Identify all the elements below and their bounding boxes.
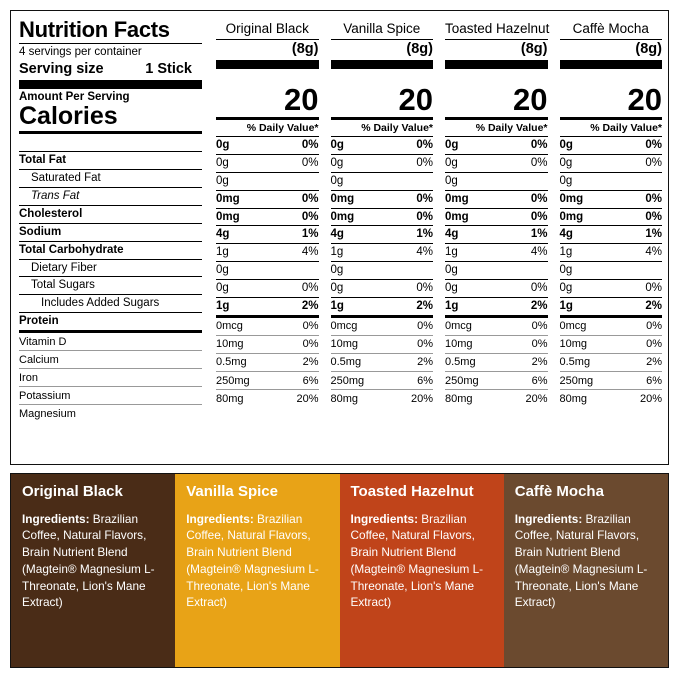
nutrient-value-row <box>216 173 319 190</box>
nutrition-facts-left-column <box>11 11 210 464</box>
nutrient-daily-value: 0% <box>645 139 662 151</box>
nutrient-daily-value: 0% <box>530 192 548 205</box>
nutrient-label: Sodium <box>19 225 62 238</box>
vitamin-value-row <box>560 354 663 371</box>
vitamin-value-row <box>445 354 548 371</box>
nutrient-value-row <box>216 137 319 154</box>
nutrient-label: Dietary Fiber <box>31 261 97 274</box>
nutrient-amount: 0mg <box>330 210 355 223</box>
nutrient-amount: 0g <box>330 174 344 187</box>
nutrient-amount: 1g <box>216 299 230 312</box>
nutrient-daily-value: 1% <box>416 228 433 241</box>
nutrition-facts-title: Nutrition Facts <box>19 17 170 42</box>
nutrient-label-row <box>19 170 202 187</box>
vitamin-amount: 10mg <box>216 338 244 351</box>
nutrient-value-row <box>560 244 663 261</box>
nutrient-value-row <box>216 280 319 297</box>
ingredient-card-title: Original Black <box>22 483 123 500</box>
nutrient-daily-value: 0% <box>416 192 433 205</box>
nutrient-label-row <box>19 188 202 205</box>
nutrient-amount: 0g <box>216 174 229 187</box>
vitamin-value-row <box>216 372 319 389</box>
ingredient-card-body <box>22 511 164 612</box>
vitamin-value-row <box>216 336 319 353</box>
vitamin-amount: 10mg <box>559 338 588 351</box>
amount-per-serving-label: Amount Per Serving <box>19 91 130 104</box>
vitamin-label: Iron <box>19 371 38 384</box>
nutrient-amount: 0g <box>330 139 344 151</box>
nutrient-amount: 0g <box>216 264 229 277</box>
vitamin-value-row <box>560 318 663 335</box>
flavor-column-header: Vanilla Spice <box>343 21 421 36</box>
calories-value: 20 <box>284 82 319 117</box>
vitamin-value-row <box>331 390 434 407</box>
ingredients-text: Brazilian Coffee, Natural Flavors, Brain Nutrient Blend (Magtein® Magnesium L-Threonate, Lion's Mane Extract) <box>186 511 319 610</box>
ingredient-card <box>504 474 668 667</box>
nutrient-amount: 0mg <box>216 192 240 205</box>
nutrient-value-row <box>560 209 663 226</box>
vitamin-label: Magnesium <box>19 407 76 420</box>
flavor-column-header: Caffè Mocha <box>572 21 649 36</box>
vitamin-daily-value: 0% <box>302 338 319 351</box>
vitamin-value-row <box>445 372 548 389</box>
daily-value-header: % Daily Value* <box>590 122 662 134</box>
nutrient-value-row <box>445 209 548 226</box>
vitamin-label: Potassium <box>19 389 71 402</box>
serving-size-value: 1 Stick <box>145 61 192 78</box>
vitamin-value-row <box>216 354 319 371</box>
calories-label: Calories <box>19 102 118 131</box>
nutrient-amount: 0g <box>216 139 230 151</box>
nutrient-amount: 0g <box>330 156 344 169</box>
ingredients-label: Ingredients: <box>350 511 422 526</box>
vitamin-daily-value: 6% <box>531 374 548 387</box>
nutrient-value-row <box>445 155 548 172</box>
vitamin-amount: 250mg <box>216 374 250 387</box>
nutrient-daily-value: 4% <box>416 246 433 259</box>
nutrient-amount: 1g <box>330 246 344 259</box>
flavor-columns <box>210 11 668 464</box>
ingredient-card <box>340 474 504 667</box>
nutrient-value-row <box>560 262 663 279</box>
vitamin-amount: 0mcg <box>330 320 358 333</box>
nutrient-amount: 0g <box>216 282 229 294</box>
nutrient-value-row <box>560 137 663 154</box>
ingredients-text: Brazilian Coffee, Natural Flavors, Brain Nutrient Blend (Magtein® Magnesium L-Threonate, Lion's Mane Extract) <box>514 511 648 610</box>
nutrient-amount: 4g <box>216 228 230 241</box>
nutrient-value-row <box>560 226 663 243</box>
nutrient-value-row <box>560 298 663 315</box>
daily-value-header: % Daily Value* <box>475 122 548 134</box>
vitamin-daily-value: 20% <box>525 392 548 405</box>
calories-value: 20 <box>513 82 548 117</box>
nutrient-label-row <box>19 242 202 259</box>
vitamin-daily-value: 2% <box>646 356 662 369</box>
nutrient-amount: 0g <box>559 174 573 187</box>
vitamin-amount: 0.5mg <box>216 356 247 369</box>
nutrient-value-row <box>216 191 319 208</box>
nutrient-daily-value: 0% <box>416 156 433 169</box>
nutrient-daily-value: 0% <box>645 282 662 294</box>
flavor-column <box>325 11 440 464</box>
nutrient-amount: 0g <box>559 264 573 277</box>
nutrient-value-row <box>560 173 663 190</box>
nutrient-amount: 0mg <box>330 192 355 205</box>
nutrient-amount: 0g <box>559 282 573 294</box>
nutrition-facts-panel <box>10 10 669 465</box>
nutrient-daily-value: 0% <box>301 282 319 294</box>
nutrient-daily-value: 1% <box>301 228 319 241</box>
nutrient-amount: 0g <box>330 282 344 294</box>
nutrient-daily-value: 4% <box>645 246 662 259</box>
nutrient-amount: 0g <box>445 139 459 151</box>
vitamin-value-row <box>331 336 434 353</box>
daily-value-header: % Daily Value* <box>361 122 433 134</box>
nutrient-value-row <box>445 173 548 190</box>
nutrient-daily-value: 0% <box>645 210 662 223</box>
nutrient-value-row <box>445 280 548 297</box>
nutrient-value-row <box>216 244 319 261</box>
nutrient-amount: 1g <box>559 299 573 312</box>
vitamin-amount: 0mcg <box>216 320 243 333</box>
vitamin-daily-value: 2% <box>417 356 433 369</box>
vitamin-amount: 250mg <box>330 374 365 387</box>
nutrient-amount: 0g <box>445 156 458 169</box>
nutrient-label-row <box>19 295 202 312</box>
ingredient-card-body <box>515 511 657 612</box>
vitamin-amount: 10mg <box>330 338 359 351</box>
vitamin-daily-value: 6% <box>302 374 319 387</box>
nutrient-value-row <box>445 298 548 315</box>
nutrient-daily-value: 0% <box>530 156 548 169</box>
nutrient-label: Total Fat <box>19 154 67 167</box>
daily-value-header: % Daily Value* <box>246 122 319 134</box>
vitamin-amount: 0.5mg <box>330 356 362 369</box>
nutrient-amount: 0mg <box>445 210 469 223</box>
nutrient-value-row <box>331 262 434 279</box>
vitamin-amount: 250mg <box>445 374 479 387</box>
serving-size-label: Serving size <box>19 61 104 78</box>
flavor-column-header: Original Black <box>225 21 309 36</box>
nutrient-value-row <box>216 155 319 172</box>
serving-weight: (8g) <box>406 41 433 57</box>
vitamin-daily-value: 0% <box>646 338 662 351</box>
vitamin-amount: 80mg <box>330 392 359 405</box>
nutrient-value-row <box>445 244 548 261</box>
vitamin-daily-value: 0% <box>417 338 433 351</box>
nutrient-value-row <box>331 173 434 190</box>
nutrient-amount: 1g <box>559 246 573 259</box>
serving-weight: (8g) <box>291 41 319 57</box>
vitamin-label-row <box>19 369 202 386</box>
nutrient-amount: 1g <box>445 299 459 312</box>
ingredient-card <box>11 474 175 667</box>
vitamin-daily-value: 6% <box>417 374 433 387</box>
vitamin-daily-value: 6% <box>646 374 662 387</box>
nutrient-amount: 4g <box>445 228 459 241</box>
ingredient-card-body <box>186 511 328 612</box>
ingredients-label: Ingredients: <box>186 511 258 526</box>
vitamin-amount: 10mg <box>445 338 473 351</box>
flavor-column-header: Toasted Hazelnut <box>445 21 550 36</box>
vitamin-value-row <box>331 372 434 389</box>
nutrient-daily-value: 0% <box>530 282 548 294</box>
ingredient-cards <box>10 473 669 668</box>
vitamin-amount: 0.5mg <box>445 356 476 369</box>
nutrient-value-row <box>331 137 434 154</box>
ingredient-card-title: Toasted Hazelnut <box>350 483 474 500</box>
ingredients-label: Ingredients: <box>22 511 93 526</box>
nutrient-label: Total Sugars <box>31 279 95 292</box>
nutrient-daily-value: 0% <box>530 139 548 151</box>
nutrient-label: Saturated Fat <box>31 172 101 185</box>
vitamin-value-row <box>560 336 663 353</box>
vitamin-label: Calcium <box>19 353 59 366</box>
ingredient-card-title: Vanilla Spice <box>186 483 278 500</box>
nutrient-label: Trans Fat <box>31 190 80 203</box>
nutrient-value-row <box>331 191 434 208</box>
vitamin-daily-value: 0% <box>531 320 548 333</box>
nutrient-amount: 1g <box>330 299 344 312</box>
nutrient-value-row <box>331 209 434 226</box>
vitamin-value-row <box>331 354 434 371</box>
nutrient-amount: 0g <box>445 264 458 277</box>
nutrient-value-row <box>445 262 548 279</box>
ingredients-text: Brazilian Coffee, Natural Flavors, Brain Nutrient Blend (Magtein® Magnesium L-Threonate, Lion's Mane Extract) <box>22 511 155 610</box>
nutrient-daily-value: 0% <box>416 282 433 294</box>
servings-per-container: 4 servings per container <box>19 46 142 59</box>
nutrient-value-row <box>560 191 663 208</box>
nutrient-value-row <box>216 262 319 279</box>
nutrient-value-row <box>216 209 319 226</box>
vitamin-daily-value: 0% <box>646 320 662 333</box>
nutrient-amount: 0g <box>445 174 458 187</box>
nutrient-amount: 0g <box>330 264 344 277</box>
nutrient-value-row <box>331 226 434 243</box>
vitamin-label-row <box>19 333 202 350</box>
nutrient-value-row <box>331 244 434 261</box>
nutrient-amount: 1g <box>445 246 458 259</box>
nutrient-value-row <box>445 191 548 208</box>
nutrient-amount: 0mg <box>559 210 584 223</box>
vitamin-amount: 80mg <box>216 392 244 405</box>
nutrient-label-row <box>19 152 202 169</box>
vitamin-label-row <box>19 405 202 422</box>
nutrient-value-row <box>331 280 434 297</box>
nutrient-daily-value: 2% <box>301 299 319 312</box>
nutrient-value-row <box>445 137 548 154</box>
nutrient-value-row <box>331 155 434 172</box>
vitamin-amount: 0mcg <box>445 320 472 333</box>
vitamin-daily-value: 20% <box>410 392 433 405</box>
nutrient-label-list <box>19 152 202 333</box>
nutrient-amount: 0g <box>216 156 229 169</box>
ingredient-card <box>175 474 339 667</box>
nutrient-amount: 0mg <box>216 210 240 223</box>
nutrient-daily-value: 4% <box>301 246 319 259</box>
nutrient-label-row <box>19 224 202 241</box>
nutrient-label: Protein <box>19 315 59 328</box>
vitamin-value-row <box>331 318 434 335</box>
nutrient-value-row <box>216 298 319 315</box>
nutrient-label: Includes Added Sugars <box>41 297 160 310</box>
vitamin-amount: 80mg <box>559 392 588 405</box>
nutrient-daily-value: 1% <box>645 228 662 241</box>
vitamin-amount: 80mg <box>445 392 473 405</box>
nutrient-label-row <box>19 206 202 223</box>
nutrient-amount: 4g <box>330 228 344 241</box>
serving-size-row <box>19 60 202 80</box>
calories-value: 20 <box>398 82 433 117</box>
nutrient-daily-value: 0% <box>416 139 433 151</box>
vitamin-label: Vitamin D <box>19 335 67 348</box>
vitamin-amount: 0.5mg <box>559 356 591 369</box>
vitamin-daily-value: 20% <box>639 392 662 405</box>
flavor-column <box>210 11 325 464</box>
nutrient-amount: 0g <box>445 282 458 294</box>
serving-weight: (8g) <box>520 41 548 57</box>
nutrient-daily-value: 0% <box>301 210 319 223</box>
nutrient-label-row <box>19 260 202 277</box>
vitamin-daily-value: 0% <box>302 320 319 333</box>
flavor-column <box>439 11 554 464</box>
nutrient-label-row <box>19 277 202 294</box>
nutrient-value-row <box>331 298 434 315</box>
vitamin-daily-value: 2% <box>302 356 319 369</box>
nutrient-label-row <box>19 313 202 330</box>
ingredient-card-title: Caffè Mocha <box>514 483 604 500</box>
vitamin-daily-value: 2% <box>531 356 548 369</box>
nutrient-daily-value: 2% <box>416 299 433 312</box>
vitamin-value-row <box>560 372 663 389</box>
nutrient-value-row <box>560 155 663 172</box>
vitamin-label-row <box>19 351 202 368</box>
nutrient-daily-value: 0% <box>301 139 319 151</box>
vitamin-amount: 0mcg <box>559 320 587 333</box>
nutrient-daily-value: 4% <box>530 246 548 259</box>
nutrient-amount: 1g <box>216 246 229 259</box>
nutrient-daily-value: 2% <box>530 299 548 312</box>
vitamin-daily-value: 20% <box>296 392 319 405</box>
ingredients-text: Brazilian Coffee, Natural Flavors, Brain Nutrient Blend (Magtein® Magnesium L-Threonate, Lion's Mane Extract) <box>350 511 484 610</box>
vitamin-label-row <box>19 387 202 404</box>
nutrient-label: Total Carbohydrate <box>19 243 124 256</box>
nutrient-daily-value: 0% <box>301 156 319 169</box>
nutrient-value-row <box>560 280 663 297</box>
vitamin-value-row <box>216 318 319 335</box>
vitamin-value-row <box>560 390 663 407</box>
vitamin-label-list <box>19 333 202 422</box>
nutrient-amount: 0mg <box>445 192 469 205</box>
nutrient-amount: 0g <box>559 139 573 151</box>
vitamin-daily-value: 0% <box>417 320 433 333</box>
nutrient-daily-value: 1% <box>530 228 548 241</box>
nutrient-value-row <box>445 226 548 243</box>
ingredient-card-body <box>351 511 493 612</box>
nutrient-daily-value: 0% <box>645 156 662 169</box>
serving-weight: (8g) <box>635 41 662 57</box>
nutrient-daily-value: 0% <box>530 210 548 223</box>
nutrient-daily-value: 2% <box>645 299 662 312</box>
nutrient-amount: 0g <box>559 156 573 169</box>
nutrient-daily-value: 0% <box>301 192 319 205</box>
vitamin-daily-value: 0% <box>531 338 548 351</box>
nutrient-amount: 4g <box>559 228 573 241</box>
vitamin-value-row <box>445 390 548 407</box>
nutrient-value-row <box>216 226 319 243</box>
vitamin-amount: 250mg <box>559 374 594 387</box>
vitamin-value-row <box>216 390 319 407</box>
nutrient-amount: 0mg <box>559 192 584 205</box>
vitamin-value-row <box>445 336 548 353</box>
ingredients-label: Ingredients: <box>514 511 586 526</box>
flavor-column <box>554 11 669 464</box>
calories-value: 20 <box>627 82 662 117</box>
vitamin-value-row <box>445 318 548 335</box>
nutrient-daily-value: 0% <box>645 192 662 205</box>
nutrient-daily-value: 0% <box>416 210 433 223</box>
nutrient-label: Cholesterol <box>19 207 83 220</box>
